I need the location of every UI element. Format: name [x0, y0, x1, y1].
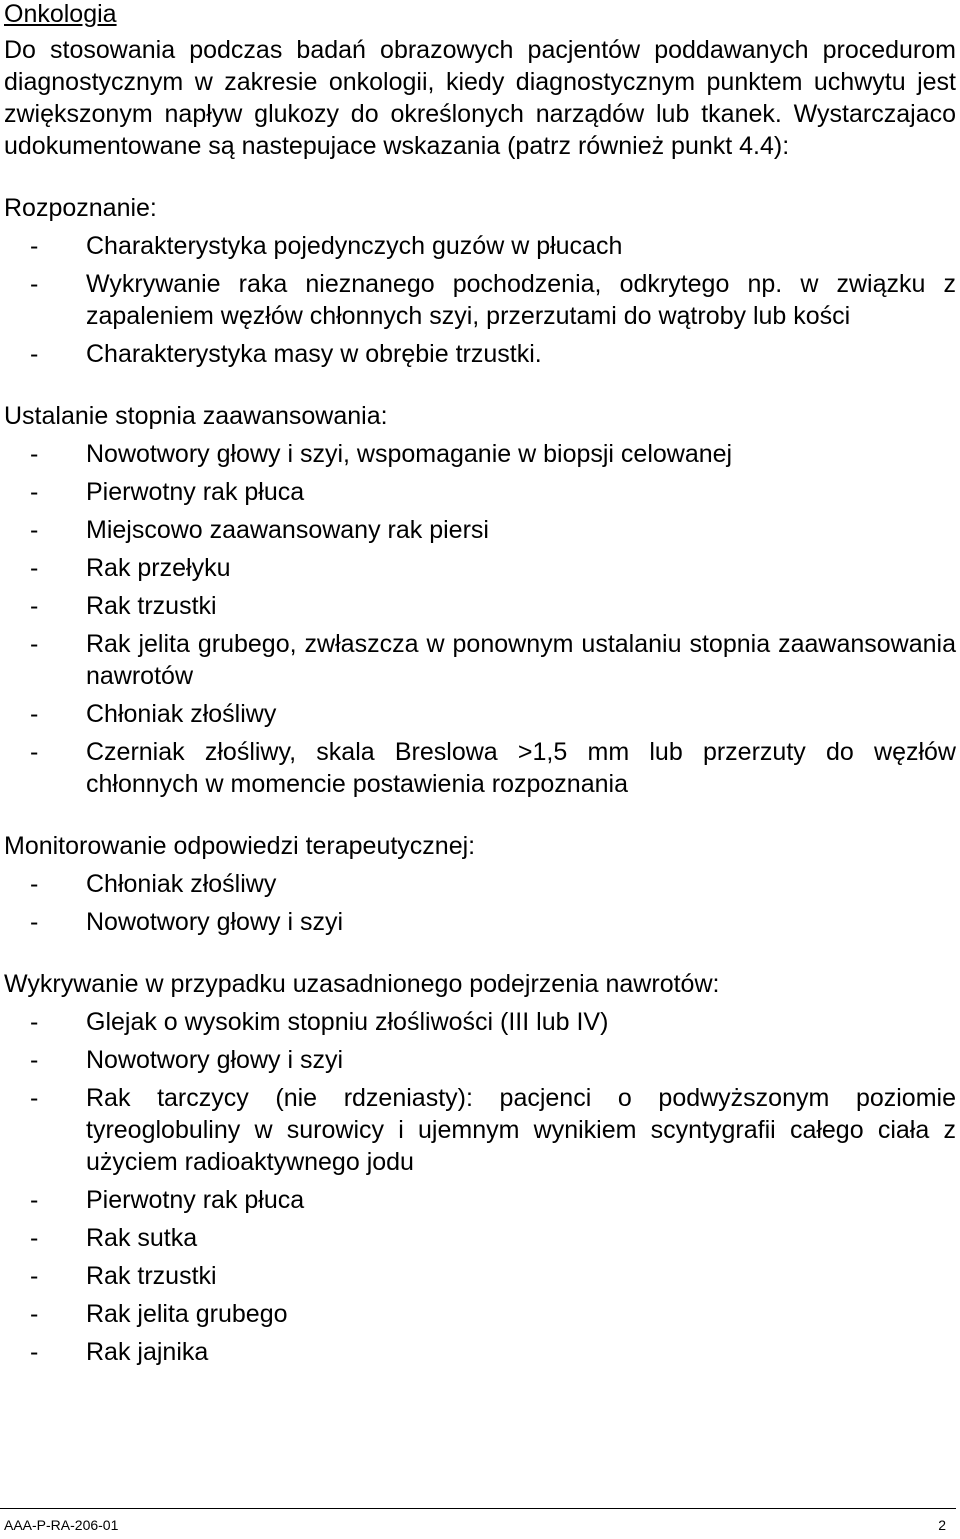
list-item: - Nowotwory głowy i szyi, wspomaganie w biopsji celowanej: [30, 440, 733, 468]
list-monitoring: [4, 868, 956, 938]
dash-icon: -: [30, 270, 39, 298]
list-item: - Charakterystyka pojedynczych guzów w płucach: [30, 232, 623, 260]
list-item: - Rak przełyku: [30, 554, 231, 582]
dash-icon: -: [30, 232, 39, 260]
dash-icon: -: [30, 554, 39, 582]
list-item: - Nowotwory głowy i szyi: [30, 1046, 344, 1074]
dash-icon: -: [30, 516, 39, 544]
list-item: - Rak tarczycy (nie rdzeniasty): pacjenci o podwyższonym poziomie tyreoglobuliny w surowicy i ujemnym wynikiem scyntygrafii całego ciała z użyciem radioaktywnego jodu: [30, 1084, 956, 1176]
list-item: - Rak sutka: [30, 1224, 198, 1252]
list-item: - Glejak o wysokim stopniu złośliwości (III lub IV): [30, 1008, 609, 1036]
section-heading-recurrence: Wykrywanie w przypadku uzasadnionego podejrzenia nawrotów:: [4, 970, 720, 998]
document-code: AAA-P-RA-206-01: [4, 1517, 119, 1533]
document-page: [4, 0, 956, 1374]
list-item: - Pierwotny rak płuca: [30, 1186, 305, 1214]
dash-icon: -: [30, 1084, 39, 1112]
section-heading-diagnosis: Rozpoznanie:: [4, 194, 157, 222]
list-item: - Rak trzustki: [30, 1262, 217, 1290]
dash-icon: -: [30, 1338, 39, 1366]
section-heading-monitoring: Monitorowanie odpowiedzi terapeutycznej:: [4, 832, 476, 860]
dash-icon: -: [30, 478, 39, 506]
dash-icon: -: [30, 700, 39, 728]
list-item: - Rak jelita grubego, zwłaszcza w ponownym ustalaniu stopnia zaawansowania nawrotów: [30, 630, 956, 690]
intro-paragraph: Do stosowania podczas badań obrazowych pacjentów poddawanych procedurom diagnostycznym w zakresie onkologii, kiedy diagnostycznym punktem uchwytu jest zwiększonym napływ glukozy do określonych narządów lub tkanek. Wystarczajaco udokumentowane są nastepujace wskazania (patrz również punkt 4.4):: [4, 36, 956, 160]
list-diagnosis: [4, 230, 956, 370]
list-item: - Miejscowo zaawansowany rak piersi: [30, 516, 489, 544]
dash-icon: -: [30, 440, 39, 468]
list-item: - Chłoniak złośliwy: [30, 870, 277, 898]
dash-icon: -: [30, 1224, 39, 1252]
list-item: - Czerniak złośliwy, skala Breslowa >1,5 mm lub przerzuty do węzłów chłonnych w momencie postawienia rozpoznania: [30, 738, 956, 798]
dash-icon: -: [30, 1300, 39, 1328]
dash-icon: -: [30, 630, 39, 658]
list-item: - Nowotwory głowy i szyi: [30, 908, 344, 936]
dash-icon: -: [30, 592, 39, 620]
list-recurrence: [4, 1006, 956, 1368]
list-item: - Rak trzustki: [30, 592, 217, 620]
dash-icon: -: [30, 1046, 39, 1074]
list-item: - Wykrywanie raka nieznanego pochodzenia, odkrytego np. w związku z zapaleniem węzłów chłonnych szyi, przerzutami do wątroby lub kości: [30, 270, 956, 330]
dash-icon: -: [30, 1262, 39, 1290]
section-heading-staging: Ustalanie stopnia zaawansowania:: [4, 402, 388, 430]
page-title: Onkologia: [4, 0, 117, 28]
dash-icon: -: [30, 1008, 39, 1036]
dash-icon: -: [30, 738, 39, 766]
dash-icon: -: [30, 908, 39, 936]
list-item: - Rak jajnika: [30, 1338, 209, 1366]
list-item: - Charakterystyka masy w obrębie trzustki.: [30, 340, 542, 368]
page-number: 2: [938, 1517, 946, 1533]
list-item: - Pierwotny rak płuca: [30, 478, 305, 506]
page-footer: [0, 1508, 956, 1533]
dash-icon: -: [30, 1186, 39, 1214]
list-item: - Rak jelita grubego: [30, 1300, 288, 1328]
list-item: - Chłoniak złośliwy: [30, 700, 277, 728]
list-staging: [4, 438, 956, 800]
dash-icon: -: [30, 340, 39, 368]
dash-icon: -: [30, 870, 39, 898]
